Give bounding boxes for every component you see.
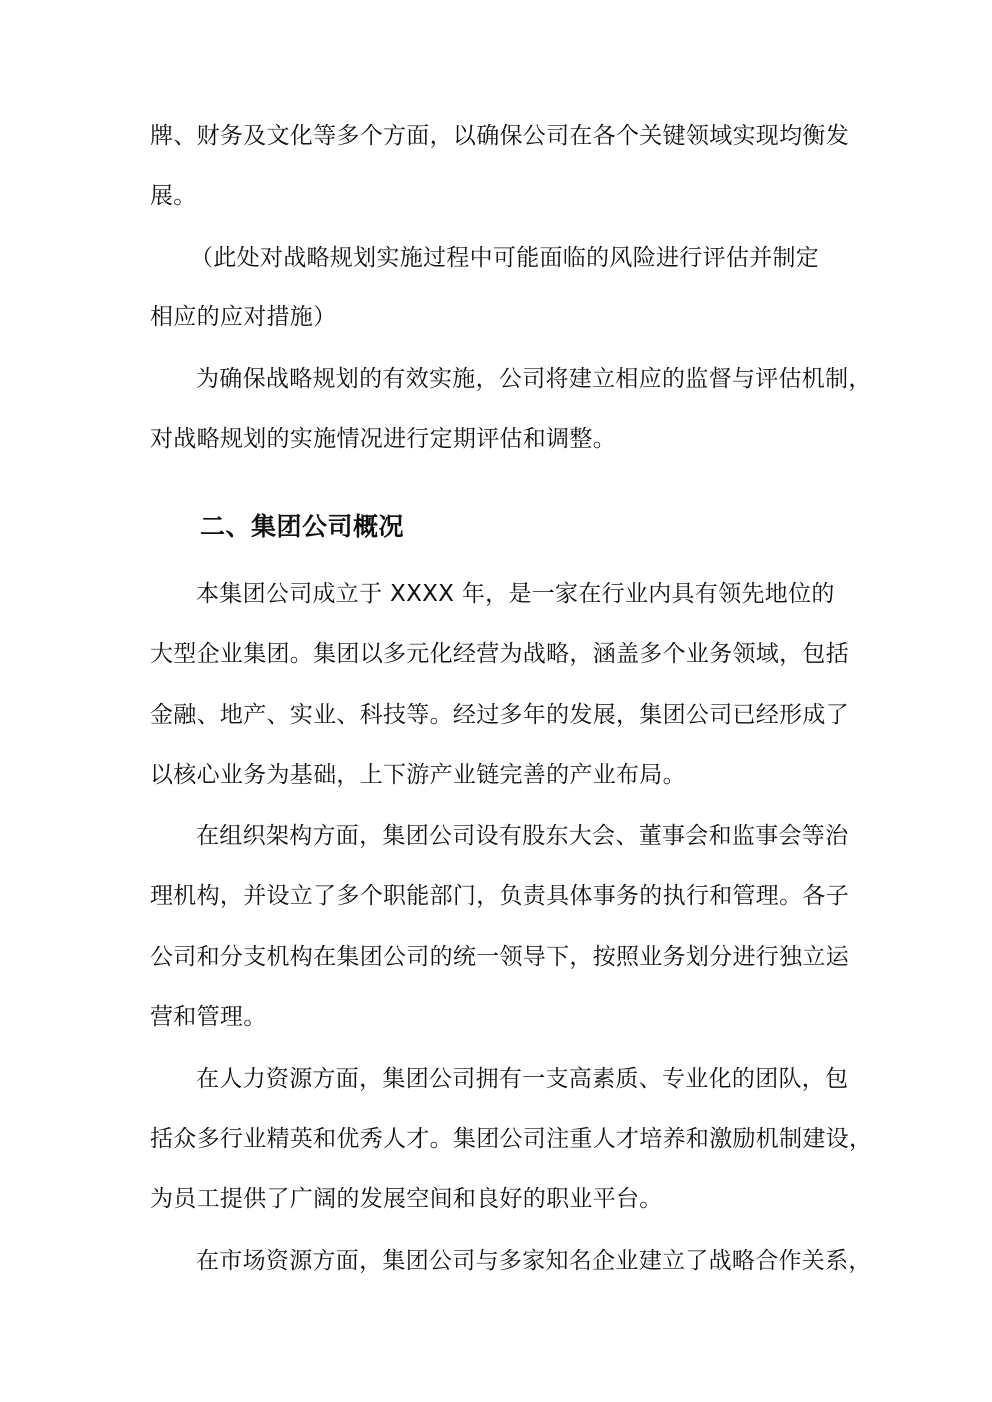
paragraph-line: 牌、财务及文化等多个方面，以确保公司在各个关键领域实现均衡发 [150, 123, 849, 149]
paragraph-line: 在市场资源方面，集团公司与多家知名企业建立了战略合作关系， [196, 1248, 872, 1274]
paragraph-line: 括众多行业精英和优秀人才。集团公司注重人才培养和激励机制建设， [150, 1126, 873, 1152]
paragraph-line: 以核心业务为基础，上下游产业链完善的产业布局。 [150, 762, 686, 788]
paragraph-line: 大型企业集团。集团以多元化经营为战略，涵盖多个业务领域，包括 [150, 641, 849, 667]
paragraph-line: 在组织架构方面，集团公司设有股东大会、董事会和监事会等治 [196, 823, 849, 849]
paragraph-line: 展。 [150, 183, 197, 209]
paragraph-line: 为确保战略规划的有效实施，公司将建立相应的监督与评估机制， [196, 366, 872, 392]
paragraph-line: 金融、地产、实业、科技等。经过多年的发展，集团公司已经形成了 [150, 702, 849, 728]
paragraph-line: （此处对战略规划实施过程中可能面临的风险进行评估并制定 [190, 245, 820, 271]
paragraph-line: 在人力资源方面，集团公司拥有一支高素质、专业化的团队，包 [196, 1066, 849, 1092]
paragraph-line: 相应的应对措施） [150, 304, 337, 330]
paragraph-line: 营和管理。 [150, 1004, 267, 1030]
paragraph-line: 理机构，并设立了多个职能部门，负责具体事务的执行和管理。各子 [150, 883, 849, 909]
paragraph-line: 为员工提供了广阔的发展空间和良好的职业平台。 [150, 1186, 663, 1212]
paragraph-line: 本集团公司成立于 XXXX 年，是一家在行业内具有领先地位的 [196, 581, 835, 607]
section-heading: 二、集团公司概况 [200, 512, 405, 541]
paragraph-line: 对战略规划的实施情况进行定期评估和调整。 [150, 426, 616, 452]
paragraph-line: 公司和分支机构在集团公司的统一领导下，按照业务划分进行独立运 [150, 944, 849, 970]
